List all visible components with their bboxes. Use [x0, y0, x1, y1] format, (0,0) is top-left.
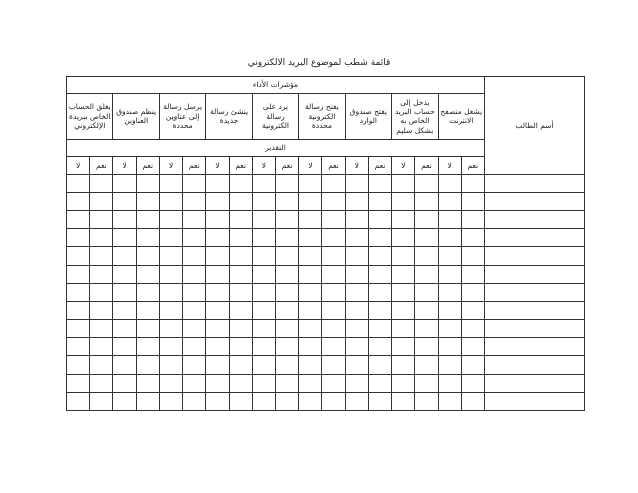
check-cell[interactable] [113, 301, 136, 319]
check-cell[interactable] [368, 301, 391, 319]
check-cell[interactable] [345, 229, 368, 247]
no-label: لا [299, 156, 322, 174]
check-cell[interactable] [368, 247, 391, 265]
check-cell[interactable] [136, 320, 159, 338]
checklist-table [66, 76, 585, 411]
check-cell[interactable] [276, 320, 299, 338]
table-row [67, 265, 585, 283]
check-cell[interactable] [113, 338, 136, 356]
check-cell[interactable] [67, 283, 90, 301]
check-cell[interactable] [276, 338, 299, 356]
check-cell[interactable] [276, 193, 299, 211]
check-cell[interactable] [136, 392, 159, 410]
check-cell[interactable] [345, 283, 368, 301]
check-cell[interactable] [415, 211, 438, 229]
check-cell[interactable] [461, 356, 484, 374]
check-cell[interactable] [276, 392, 299, 410]
check-cell[interactable] [299, 356, 322, 374]
check-cell[interactable] [345, 174, 368, 192]
check-cell[interactable] [392, 356, 415, 374]
check-cell[interactable] [438, 338, 461, 356]
check-cell[interactable] [276, 374, 299, 392]
check-cell[interactable] [136, 193, 159, 211]
check-cell[interactable] [461, 392, 484, 410]
check-cell[interactable] [276, 211, 299, 229]
check-cell[interactable] [392, 247, 415, 265]
check-cell[interactable] [438, 193, 461, 211]
check-cell[interactable] [461, 247, 484, 265]
check-cell[interactable] [438, 211, 461, 229]
table-row [67, 174, 585, 192]
check-cell[interactable] [229, 374, 252, 392]
check-cell[interactable] [159, 320, 182, 338]
check-cell[interactable] [345, 301, 368, 319]
check-cell[interactable] [252, 301, 275, 319]
check-cell[interactable] [392, 283, 415, 301]
check-cell[interactable] [159, 356, 182, 374]
check-cell[interactable] [229, 211, 252, 229]
check-cell[interactable] [461, 301, 484, 319]
check-cell[interactable] [252, 374, 275, 392]
check-cell[interactable] [159, 392, 182, 410]
indicator-header: يدخل إلى حساب البريد الخاص به بشكل سليم [392, 94, 438, 139]
yes-label: نعم [461, 156, 484, 174]
check-cell[interactable] [276, 356, 299, 374]
check-cell[interactable] [392, 265, 415, 283]
check-cell[interactable] [322, 283, 345, 301]
check-cell[interactable] [368, 193, 391, 211]
check-cell[interactable] [113, 265, 136, 283]
student-name-cell[interactable] [484, 283, 584, 301]
check-cell[interactable] [322, 392, 345, 410]
check-cell[interactable] [299, 374, 322, 392]
table-row [67, 392, 585, 410]
check-cell[interactable] [461, 229, 484, 247]
check-cell[interactable] [438, 301, 461, 319]
check-cell[interactable] [252, 338, 275, 356]
check-cell[interactable] [322, 211, 345, 229]
indicator-header: ينشئ رسالة جديدة [206, 94, 252, 139]
no-label: لا [392, 156, 415, 174]
check-cell[interactable] [368, 229, 391, 247]
page-title: قائمة شطب لموضوع البريد الالكتروني [247, 58, 391, 68]
check-cell[interactable] [368, 320, 391, 338]
check-cell[interactable] [322, 193, 345, 211]
check-cell[interactable] [206, 374, 229, 392]
check-cell[interactable] [276, 229, 299, 247]
check-cell[interactable] [252, 211, 275, 229]
no-label: لا [252, 156, 275, 174]
check-cell[interactable] [392, 174, 415, 192]
check-cell[interactable] [229, 247, 252, 265]
check-cell[interactable] [392, 301, 415, 319]
check-cell[interactable] [322, 374, 345, 392]
check-cell[interactable] [67, 392, 90, 410]
check-cell[interactable] [159, 193, 182, 211]
check-cell[interactable] [461, 320, 484, 338]
check-cell[interactable] [345, 356, 368, 374]
check-cell[interactable] [345, 265, 368, 283]
check-cell[interactable] [113, 193, 136, 211]
check-cell[interactable] [159, 174, 182, 192]
assessment-header: التقدير [67, 139, 485, 156]
check-cell[interactable] [392, 193, 415, 211]
student-name-cell[interactable] [484, 247, 584, 265]
indicator-header: يفتح رسالة الكترونية محددة [299, 94, 345, 139]
check-cell[interactable] [276, 265, 299, 283]
table-row [67, 356, 585, 374]
check-cell[interactable] [276, 301, 299, 319]
indicator-header: يرد على رسالة الكترونية [252, 94, 298, 139]
check-cell[interactable] [159, 265, 182, 283]
check-cell[interactable] [252, 247, 275, 265]
check-cell[interactable] [229, 301, 252, 319]
check-cell[interactable] [322, 320, 345, 338]
student-name-cell[interactable] [484, 265, 584, 283]
check-cell[interactable] [90, 392, 113, 410]
student-name-cell[interactable] [484, 338, 584, 356]
check-cell[interactable] [368, 374, 391, 392]
check-cell[interactable] [136, 301, 159, 319]
yes-label: نعم [229, 156, 252, 174]
student-name-cell[interactable] [484, 174, 584, 192]
check-cell[interactable] [438, 392, 461, 410]
check-cell[interactable] [206, 247, 229, 265]
check-cell[interactable] [392, 374, 415, 392]
yes-label: نعم [322, 156, 345, 174]
check-cell[interactable] [438, 374, 461, 392]
check-cell[interactable] [136, 338, 159, 356]
check-cell[interactable] [368, 356, 391, 374]
indicator-header: يغلق الحساب الخاص ببريدة الإلكتروني [67, 94, 113, 139]
check-cell[interactable] [90, 193, 113, 211]
check-cell[interactable] [415, 301, 438, 319]
check-cell[interactable] [113, 356, 136, 374]
check-cell[interactable] [113, 229, 136, 247]
check-cell[interactable] [229, 283, 252, 301]
check-cell[interactable] [90, 229, 113, 247]
check-cell[interactable] [299, 301, 322, 319]
check-cell[interactable] [415, 338, 438, 356]
table-row [67, 283, 585, 301]
indicator-header: ينظم صندوق العناوين [113, 94, 159, 139]
performance-indicators-header: مؤشرات الأداء [67, 77, 485, 94]
table-row [67, 229, 585, 247]
indicator-header: يشغل متصفح الانترنت [438, 94, 484, 139]
yes-label: نعم [136, 156, 159, 174]
check-cell[interactable] [392, 392, 415, 410]
table-row [67, 193, 585, 211]
student-name-cell[interactable] [484, 320, 584, 338]
check-cell[interactable] [113, 283, 136, 301]
check-cell[interactable] [276, 174, 299, 192]
check-cell[interactable] [252, 320, 275, 338]
check-cell[interactable] [67, 229, 90, 247]
check-cell[interactable] [67, 265, 90, 283]
check-cell[interactable] [415, 265, 438, 283]
check-cell[interactable] [252, 174, 275, 192]
check-cell[interactable] [206, 211, 229, 229]
yes-label: نعم [90, 156, 113, 174]
check-cell[interactable] [345, 193, 368, 211]
check-cell[interactable] [461, 174, 484, 192]
table-row [67, 338, 585, 356]
check-cell[interactable] [229, 356, 252, 374]
check-cell[interactable] [299, 265, 322, 283]
check-cell[interactable] [461, 338, 484, 356]
check-cell[interactable] [299, 283, 322, 301]
check-cell[interactable] [183, 265, 206, 283]
check-cell[interactable] [415, 374, 438, 392]
check-cell[interactable] [252, 283, 275, 301]
check-cell[interactable] [345, 338, 368, 356]
check-cell[interactable] [206, 392, 229, 410]
check-cell[interactable] [299, 193, 322, 211]
student-name-cell[interactable] [484, 193, 584, 211]
check-cell[interactable] [415, 283, 438, 301]
check-cell[interactable] [392, 211, 415, 229]
check-cell[interactable] [113, 374, 136, 392]
check-cell[interactable] [368, 174, 391, 192]
check-cell[interactable] [90, 265, 113, 283]
yes-label: نعم [183, 156, 206, 174]
check-cell[interactable] [461, 211, 484, 229]
check-cell[interactable] [276, 283, 299, 301]
check-cell[interactable] [90, 374, 113, 392]
check-cell[interactable] [368, 265, 391, 283]
check-cell[interactable] [183, 392, 206, 410]
check-cell[interactable] [136, 283, 159, 301]
check-cell[interactable] [183, 174, 206, 192]
check-cell[interactable] [368, 392, 391, 410]
check-cell[interactable] [299, 338, 322, 356]
check-cell[interactable] [322, 338, 345, 356]
check-cell[interactable] [183, 229, 206, 247]
check-cell[interactable] [183, 356, 206, 374]
check-cell[interactable] [67, 301, 90, 319]
check-cell[interactable] [229, 392, 252, 410]
table-row [67, 374, 585, 392]
check-cell[interactable] [67, 320, 90, 338]
check-cell[interactable] [67, 374, 90, 392]
yes-label: نعم [368, 156, 391, 174]
check-cell[interactable] [90, 320, 113, 338]
check-cell[interactable] [392, 338, 415, 356]
check-cell[interactable] [368, 338, 391, 356]
check-cell[interactable] [206, 338, 229, 356]
no-label: لا [206, 156, 229, 174]
student-name-cell[interactable] [484, 356, 584, 374]
no-label: لا [113, 156, 136, 174]
check-cell[interactable] [67, 356, 90, 374]
student-name-cell[interactable] [484, 301, 584, 319]
check-cell[interactable] [322, 247, 345, 265]
student-name-cell[interactable] [484, 229, 584, 247]
check-cell[interactable] [415, 193, 438, 211]
check-cell[interactable] [183, 283, 206, 301]
check-cell[interactable] [461, 193, 484, 211]
check-cell[interactable] [67, 338, 90, 356]
check-cell[interactable] [159, 338, 182, 356]
check-cell[interactable] [322, 174, 345, 192]
check-cell[interactable] [438, 283, 461, 301]
check-cell[interactable] [438, 265, 461, 283]
check-cell[interactable] [159, 374, 182, 392]
student-name-cell[interactable] [484, 211, 584, 229]
check-cell[interactable] [299, 229, 322, 247]
check-cell[interactable] [67, 211, 90, 229]
check-cell[interactable] [90, 211, 113, 229]
check-cell[interactable] [136, 265, 159, 283]
check-cell[interactable] [415, 229, 438, 247]
check-cell[interactable] [461, 283, 484, 301]
check-cell[interactable] [183, 301, 206, 319]
check-cell[interactable] [438, 356, 461, 374]
check-cell[interactable] [90, 338, 113, 356]
check-cell[interactable] [183, 247, 206, 265]
yes-label: نعم [276, 156, 299, 174]
check-cell[interactable] [206, 229, 229, 247]
check-cell[interactable] [159, 247, 182, 265]
table-row [67, 301, 585, 319]
check-cell[interactable] [136, 374, 159, 392]
check-cell[interactable] [252, 265, 275, 283]
check-cell[interactable] [229, 193, 252, 211]
check-cell[interactable] [415, 392, 438, 410]
check-cell[interactable] [90, 283, 113, 301]
check-cell[interactable] [252, 392, 275, 410]
check-cell[interactable] [229, 229, 252, 247]
check-cell[interactable] [322, 301, 345, 319]
check-cell[interactable] [206, 283, 229, 301]
check-cell[interactable] [90, 356, 113, 374]
check-cell[interactable] [183, 320, 206, 338]
check-cell[interactable] [438, 247, 461, 265]
check-cell[interactable] [113, 211, 136, 229]
check-cell[interactable] [392, 320, 415, 338]
check-cell[interactable] [90, 247, 113, 265]
check-cell[interactable] [438, 229, 461, 247]
student-name-header: أسم الطالب [484, 77, 584, 175]
check-cell[interactable] [345, 211, 368, 229]
check-cell[interactable] [90, 301, 113, 319]
check-cell[interactable] [345, 247, 368, 265]
check-cell[interactable] [415, 247, 438, 265]
check-cell[interactable] [183, 193, 206, 211]
no-label: لا [67, 156, 90, 174]
check-cell[interactable] [113, 320, 136, 338]
check-cell[interactable] [368, 211, 391, 229]
check-cell[interactable] [159, 283, 182, 301]
check-cell[interactable] [136, 229, 159, 247]
check-cell[interactable] [229, 320, 252, 338]
check-cell[interactable] [206, 265, 229, 283]
check-cell[interactable] [252, 356, 275, 374]
check-cell[interactable] [206, 320, 229, 338]
check-cell[interactable] [322, 356, 345, 374]
check-cell[interactable] [67, 247, 90, 265]
check-cell[interactable] [206, 301, 229, 319]
check-cell[interactable] [67, 193, 90, 211]
student-name-cell[interactable] [484, 374, 584, 392]
check-cell[interactable] [183, 211, 206, 229]
check-cell[interactable] [461, 374, 484, 392]
no-label: لا [345, 156, 368, 174]
check-cell[interactable] [299, 392, 322, 410]
check-cell[interactable] [113, 174, 136, 192]
check-cell[interactable] [136, 356, 159, 374]
check-cell[interactable] [299, 320, 322, 338]
check-cell[interactable] [136, 211, 159, 229]
check-cell[interactable] [299, 174, 322, 192]
check-cell[interactable] [206, 193, 229, 211]
yes-label: نعم [415, 156, 438, 174]
check-cell[interactable] [113, 392, 136, 410]
no-label: لا [159, 156, 182, 174]
check-cell[interactable] [392, 229, 415, 247]
indicator-header: يرسل رسالة إلى عناوين محددة [159, 94, 205, 139]
check-cell[interactable] [438, 174, 461, 192]
check-cell[interactable] [136, 247, 159, 265]
student-name-cell[interactable] [484, 392, 584, 410]
check-cell[interactable] [159, 301, 182, 319]
check-cell[interactable] [183, 374, 206, 392]
indicator-header: يفتح صندوق الوارد [345, 94, 391, 139]
check-cell[interactable] [368, 283, 391, 301]
check-cell[interactable] [183, 338, 206, 356]
check-cell[interactable] [345, 392, 368, 410]
check-cell[interactable] [229, 338, 252, 356]
check-cell[interactable] [136, 174, 159, 192]
check-cell[interactable] [206, 174, 229, 192]
check-cell[interactable] [345, 320, 368, 338]
check-cell[interactable] [229, 174, 252, 192]
check-cell[interactable] [206, 356, 229, 374]
no-label: لا [438, 156, 461, 174]
check-cell[interactable] [322, 265, 345, 283]
check-cell[interactable] [415, 174, 438, 192]
check-cell[interactable] [299, 247, 322, 265]
check-cell[interactable] [299, 211, 322, 229]
check-cell[interactable] [252, 193, 275, 211]
table-row [67, 320, 585, 338]
check-cell[interactable] [159, 211, 182, 229]
check-cell[interactable] [322, 229, 345, 247]
check-cell[interactable] [252, 229, 275, 247]
check-cell[interactable] [159, 229, 182, 247]
check-cell[interactable] [229, 265, 252, 283]
check-cell[interactable] [461, 265, 484, 283]
check-cell[interactable] [415, 320, 438, 338]
check-cell[interactable] [438, 320, 461, 338]
table-row [67, 211, 585, 229]
check-cell[interactable] [67, 174, 90, 192]
check-cell[interactable] [415, 356, 438, 374]
check-cell[interactable] [113, 247, 136, 265]
check-cell[interactable] [345, 374, 368, 392]
table-row [67, 247, 585, 265]
check-cell[interactable] [90, 174, 113, 192]
check-cell[interactable] [276, 247, 299, 265]
